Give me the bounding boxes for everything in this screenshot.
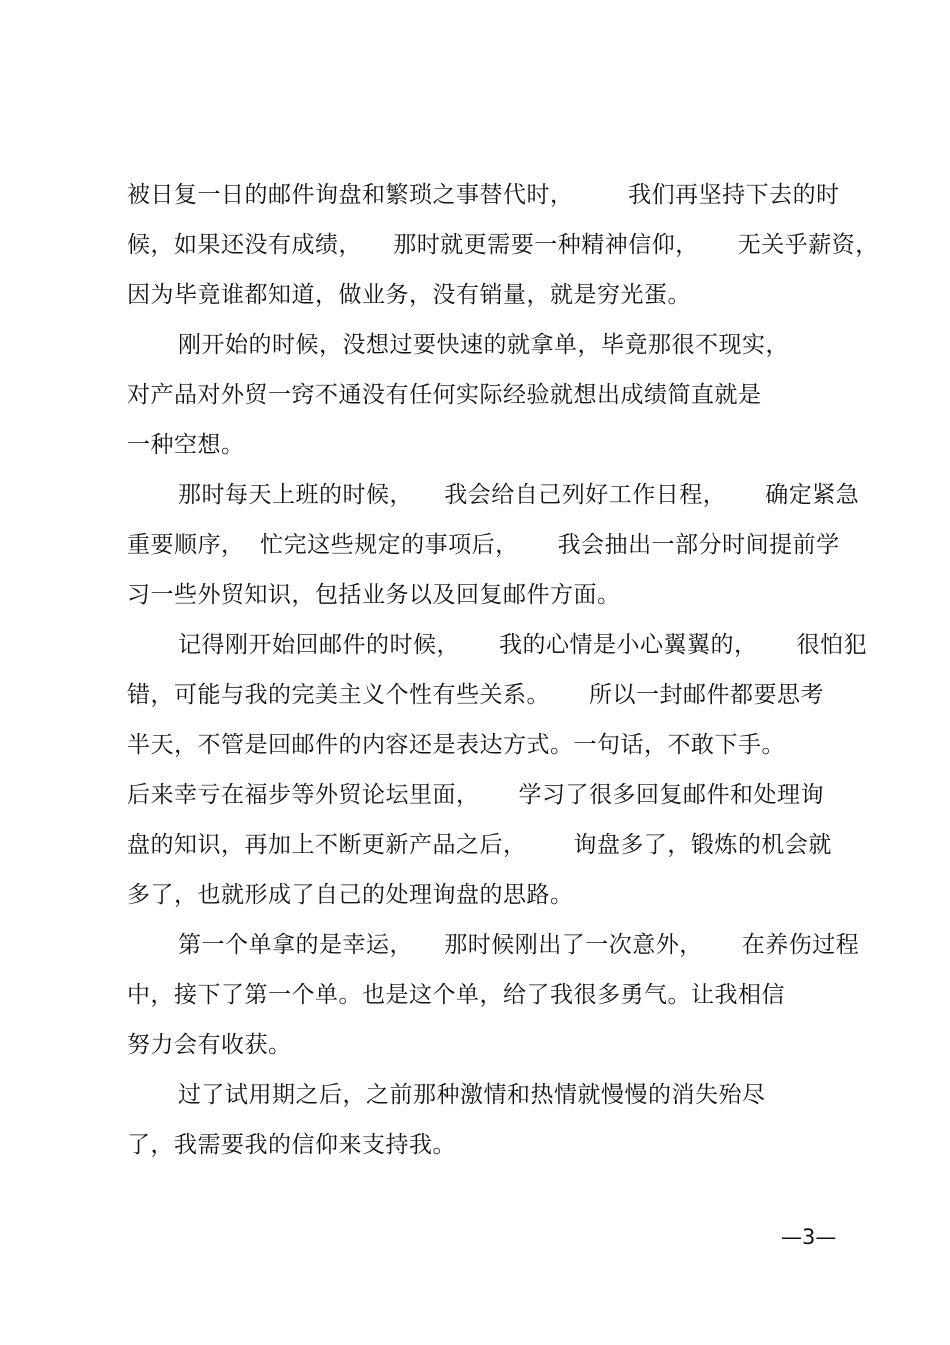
- text-line: 那时每天上班的时候， 我会给自己列好工作日程， 确定紧急: [178, 482, 860, 508]
- text-line: 过了试用期之后，之前那种激情和热情就慢慢的消失殆尽: [178, 1082, 766, 1108]
- text-line: 对产品对外贸一窍不通没有任何实际经验就想出成绩简直就是: [127, 382, 762, 408]
- text-line: 因为毕竟谁都知道，做业务，没有销量，就是穷光蛋。: [127, 282, 691, 308]
- text-line: 盘的知识，再加上不断更新产品之后， 询盘多了，锻炼的机会就: [127, 832, 832, 858]
- text-line: 第一个单拿的是幸运， 那时候刚出了一次意外， 在养伤过程: [178, 932, 860, 958]
- text-line: 半天，不管是回邮件的内容还是表达方式。一句话，不敢下手。: [127, 732, 785, 758]
- text-line: 努力会有收获。: [127, 1032, 292, 1058]
- text-line: 候，如果还没有成绩， 那时就更需要一种精神信仰， 无关乎薪资，: [127, 232, 879, 258]
- text-line: 多了，也就形成了自己的处理询盘的思路。: [127, 882, 574, 908]
- text-line: 习一些外贸知识，包括业务以及回复邮件方面。: [127, 582, 621, 608]
- text-line: 中，接下了第一个单。也是这个单，给了我很多勇气。让我相信: [127, 982, 785, 1008]
- text-line: 错，可能与我的完美主义个性有些关系。 所以一封邮件都要思考: [127, 682, 825, 708]
- text-line: 一种空想。: [127, 432, 245, 458]
- text-line: 了，我需要我的信仰来支持我。: [127, 1132, 456, 1158]
- text-line: 刚开始的时候，没想过要快速的就拿单，毕竟那很不现实，: [178, 332, 789, 358]
- text-line: 被日复一日的邮件询盘和繁琐之事替代时， 我们再坚持下去的时: [127, 182, 840, 208]
- text-line: 后来幸亏在福步等外贸论坛里面， 学习了很多回复邮件和处理询: [127, 782, 825, 808]
- text-line: 重要顺序， 忙完这些规定的事项后， 我会抽出一部分时间提前学: [127, 532, 840, 558]
- text-line: 记得刚开始回邮件的时候， 我的心情是小心翼翼的， 很怕犯: [178, 632, 868, 658]
- page-number: —3—: [781, 1225, 837, 1249]
